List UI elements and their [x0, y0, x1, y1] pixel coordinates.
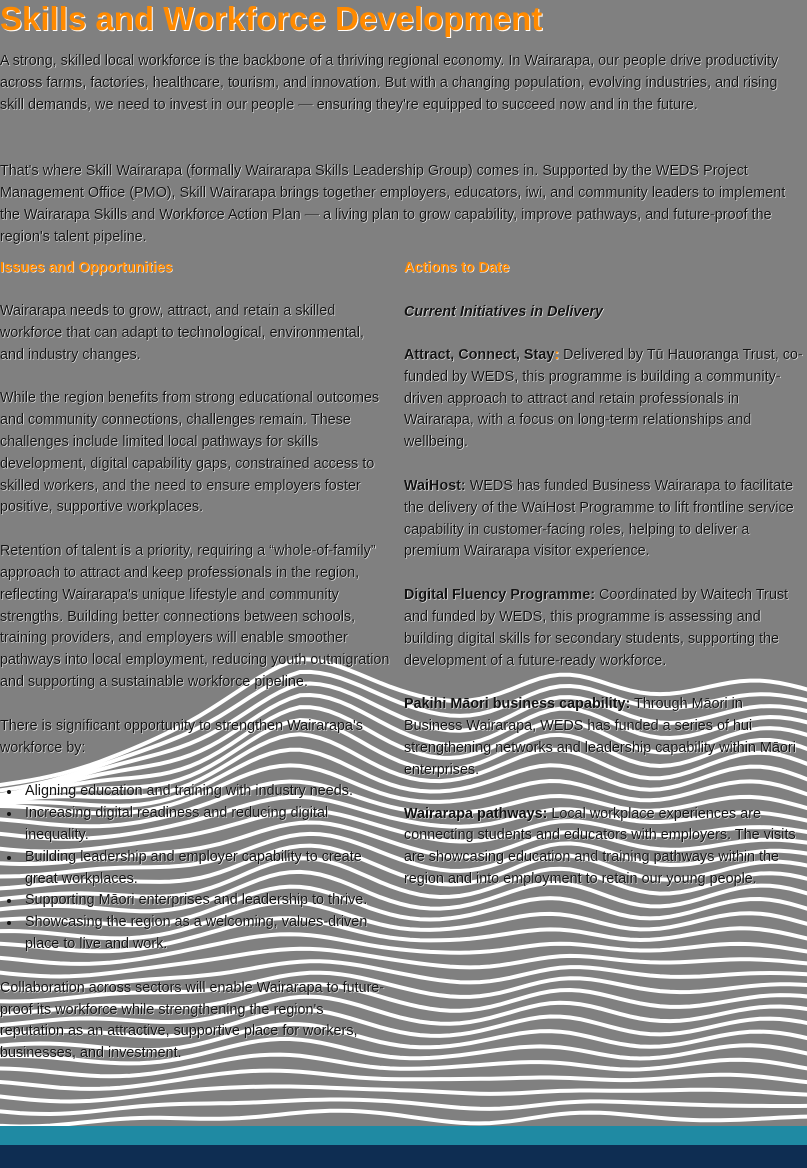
initiative-wairarapa-pathways: [404, 804, 804, 891]
issues-paragraph-1: Wairarapa needs to grow, attract, and retain a skilled workforce that can adapt to technological, environmental, and industry changes.: [0, 303, 364, 363]
initiative-text: WEDS has funded Business Wairarapa to facilitate the delivery of the WaiHost Programme to lift frontline service capability in customer-facing roles, helping to deliver a premium Wairarapa visitor experience.: [404, 477, 794, 560]
initiative-digital-fluency: [404, 585, 804, 672]
initiative-name: WaiHost: [404, 477, 462, 494]
initiative-name: Attract, Connect, Stay: [404, 347, 555, 363]
initiative-text: Through Māori in Business Wairarapa, WEDS has funded a series of hui strengthening networks and leadership capability within Māori enterprises.: [404, 696, 796, 778]
issues-paragraph-2: While the region benefits from strong educational outcomes and community connections, challenges remain. These challenges include limited local pathways for skills development, digital capability gaps, constrained access to skilled workers, and the need to ensure employers foster positive, supportive workplaces.: [0, 390, 380, 516]
footer-navy-band: [0, 1145, 807, 1168]
list-item: Building leadership and employer capability to create great workplaces.: [25, 847, 390, 891]
initiative-separator: :: [542, 805, 548, 822]
issues-paragraph-3: Retention of talent is a priority, requiring a “whole-of-family” approach to attract and keep professionals in the region, reflecting Wairarapa's unique lifestyle and community strengths. Building better connections between schools, training providers, and employers will enable smoother pathways into local employment, reducing youth outmigration and supporting a sustainable workforce pipeline.: [0, 543, 390, 690]
initiative-waihost: [404, 476, 804, 563]
initiative-text: Delivered by Tū Hauoranga Trust, co-funded by WEDS, this programme is building a community-driven approach to attract and retain professionals in Wairarapa, with a focus on long-term relationships and wellbeing.: [404, 347, 803, 451]
initiative-name: Pakihi Māori business capability: [404, 696, 626, 713]
initiative-separator: :: [625, 696, 631, 713]
actions-to-date-column: [404, 257, 804, 891]
issues-heading: Issues and Opportunities: [0, 260, 173, 276]
list-item: Supporting Māori enterprises and leadership to thrive.: [25, 890, 390, 912]
issues-paragraph-4: There is significant opportunity to strengthen Wairarapa's workforce by:: [0, 717, 363, 756]
initiative-separator: :: [461, 477, 466, 494]
initiative-text: Coordinated by Waitech Trust and funded by WEDS, this programme is assessing and building digital skills for secondary students, supporting the development of a future-ready workforce.: [404, 587, 789, 669]
issues-closing-paragraph: Collaboration across sectors will enable Wairarapa to future-proof its workforce while strengthening the region's reputation as an attractive, supportive place for workers, businesses, and investment.: [0, 979, 385, 1062]
initiative-separator: :: [554, 347, 560, 363]
list-item: Aligning education and training with industry needs.: [25, 781, 390, 803]
initiative-name: Wairarapa pathways: [404, 805, 543, 822]
initiative-name: Digital Fluency Programme: [404, 587, 591, 604]
page-title: Skills and Workforce Development: [0, 0, 543, 37]
footer-teal-band: [0, 1126, 807, 1145]
initiative-separator: :: [590, 587, 596, 604]
opportunities-list: [0, 781, 390, 955]
list-item: Showcasing the region as a welcoming, values-driven place to live and work.: [25, 912, 390, 956]
list-item: Increasing digital readiness and reducing digital inequality.: [25, 803, 390, 847]
intro-paragraph-1: A strong, skilled local workforce is the backbone of a thriving regional economy. In Wairarapa, our people drive productivity across farms, factories, healthcare, tourism, and innovation. But with a changing population, evolving industries, and rising skill demands, we need to invest in our people — ensuring they're equipped to succeed now and in the future.: [0, 53, 779, 113]
actions-subheading: Current Initiatives in Delivery: [404, 304, 604, 320]
issues-and-opportunities-column: [0, 257, 390, 1065]
initiative-attract-connect-stay: [404, 345, 804, 454]
initiative-text: Local workplace experiences are connecting students and educators with employers. The visits are showcasing education and training pathways within the region and into employment to retain our young people.: [404, 805, 796, 887]
initiative-pakihi-maori: [404, 694, 804, 781]
actions-heading: Actions to Date: [404, 260, 510, 276]
intro-paragraph-2: That's where Skill Wairarapa (formally Wairarapa Skills Leadership Group) comes in. Supported by the WEDS Project Management Office (PMO), Skill Wairarapa brings together employers, educators, iwi, and community leaders to implement the Wairarapa Skills and Workforce Action Plan — a living plan to grow capability, improve pathways, and future-proof the region's talent pipeline.: [0, 163, 786, 245]
